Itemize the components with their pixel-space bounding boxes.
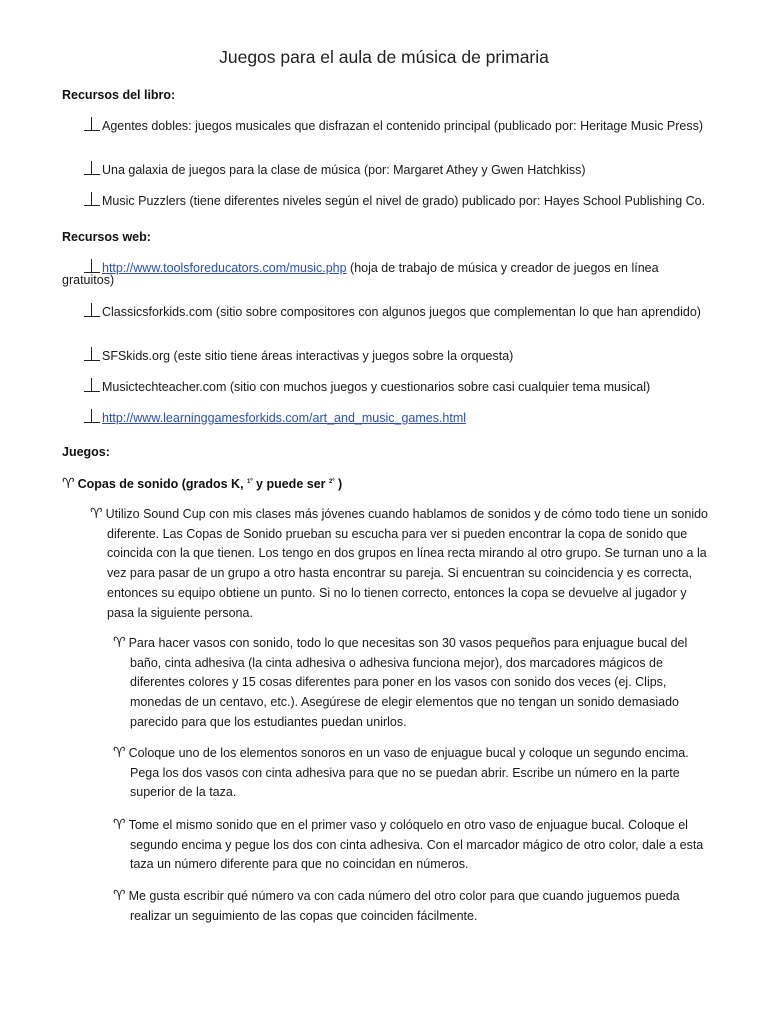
book-resources-heading: Recursos del libro: [62, 88, 176, 102]
book-item-1: Agentes dobles: juegos musicales que disfrazan el contenido principal (publicado por: Heritage Music Press) [62, 117, 712, 132]
step-3: ♈ Tome el mismo sonido que en el primer vaso y colóquelo en otro vaso de enjuague bucal. Coloque el segundo encima y pegue los dos con cinta adhesiva. Con el marcador mágico de otro color, dale a esta taza un número diferente para que no coincidan en números. [113, 817, 704, 872]
bullet-icon [84, 259, 100, 273]
step-1: ♈ Para hacer vasos con sonido, todo lo que necesitas son 30 vasos pequeños para enjuague bucal del baño, cinta adhesiva (la cinta adhesiva o adhesiva funciona mejor), dos marcadores mágicos de diferentes colores y 15 cosas diferentes para poner en los vasos con sonido dos veces (ej. Clips, monedas de un centavo, etc.). Asegúrese de elegir elementos que no tengan un sonido demasiado parecido para que los estudiantes puedan unirlos. [113, 635, 688, 729]
web-item-4: Musictechteacher.com (sitio con muchos juegos y cuestionarios sobre casi cualquier tema musical) [62, 378, 712, 393]
step-2: ♈ Coloque uno de los elementos sonoros en un vaso de enjuague bucal y coloque un segundo encima. Pega los dos vasos con cinta adhesiva para que no se puedan abrir. Escribe un número en la parte superior de la taza. [113, 745, 689, 800]
aries-bullet-icon: ♈ [113, 635, 126, 651]
bullet-icon [84, 409, 100, 423]
web-item-1: http://www.toolsforeducators.com/music.php (hoja de trabajo de música y creador de juegos en línea gratuitos) [62, 261, 659, 287]
web-item-2: Classicsforkids.com (sitio sobre compositores con algunos juegos que complementan lo que han aprendido) [62, 303, 712, 318]
step-4: ♈ Me gusta escribir qué número va con cada número del otro color para que cuando juguemos pueda realizar un seguimiento de las copas que coinciden fácilmente. [113, 888, 680, 923]
bullet-icon [84, 192, 100, 206]
bullet-icon [84, 347, 100, 361]
game-description: ♈ Utilizo Sound Cup con mis clases más jóvenes cuando hablamos de sonidos y de cómo todo tiene un sonido diferente. Las Copas de Sonido prueban su escucha para ver si pueden encontrar la copa de sonido que coincida con la que tienen. Los tengo en dos grupos en línea recta mirando al otro grupo. Se turnan uno a la vez para pasar de un grupo a otro hasta encontrar su pareja. Si encuentran su coincidencia y es correcta, entonces su equipo obtiene un punto. Si no lo tienen correcto, entonces la copa se devuelve al jugador y pasa la siguiente persona. [90, 506, 708, 620]
learninggames-link[interactable]: http://www.learninggamesforkids.com/art_and_music_games.html [102, 411, 467, 425]
bullet-icon [84, 378, 100, 392]
toolsforeducators-link[interactable]: http://www.toolsforeducators.com/music.php [102, 261, 347, 275]
document-title: Juegos para el aula de música de primaria [219, 47, 549, 67]
web-resources-heading: Recursos web: [62, 230, 151, 244]
games-heading: Juegos: [62, 445, 110, 459]
aries-bullet-icon: ♈ [113, 817, 126, 833]
aries-bullet-icon: ♈ [90, 506, 103, 522]
bullet-icon [84, 117, 100, 131]
bullet-icon [84, 161, 100, 175]
game-title: ♈ Copas de sonido (grados K, $^{1º}$ y puede ser $^{2º}$ ) [62, 476, 343, 492]
book-item-3: Music Puzzlers (tiene diferentes niveles según el nivel de grado) publicado por: Hayes School Publishing Co. [62, 192, 712, 207]
aries-bullet-icon: ♈ [113, 888, 126, 904]
web-item-3: SFSkids.org (este sitio tiene áreas interactivas y juegos sobre la orquesta) [62, 347, 712, 362]
aries-bullet-icon: ♈ [62, 476, 75, 492]
web-item-5 [62, 409, 712, 424]
book-item-2: Una galaxia de juegos para la clase de música (por: Margaret Athey y Gwen Hatchkiss) [62, 161, 712, 176]
aries-bullet-icon: ♈ [113, 745, 126, 761]
bullet-icon [84, 303, 100, 317]
